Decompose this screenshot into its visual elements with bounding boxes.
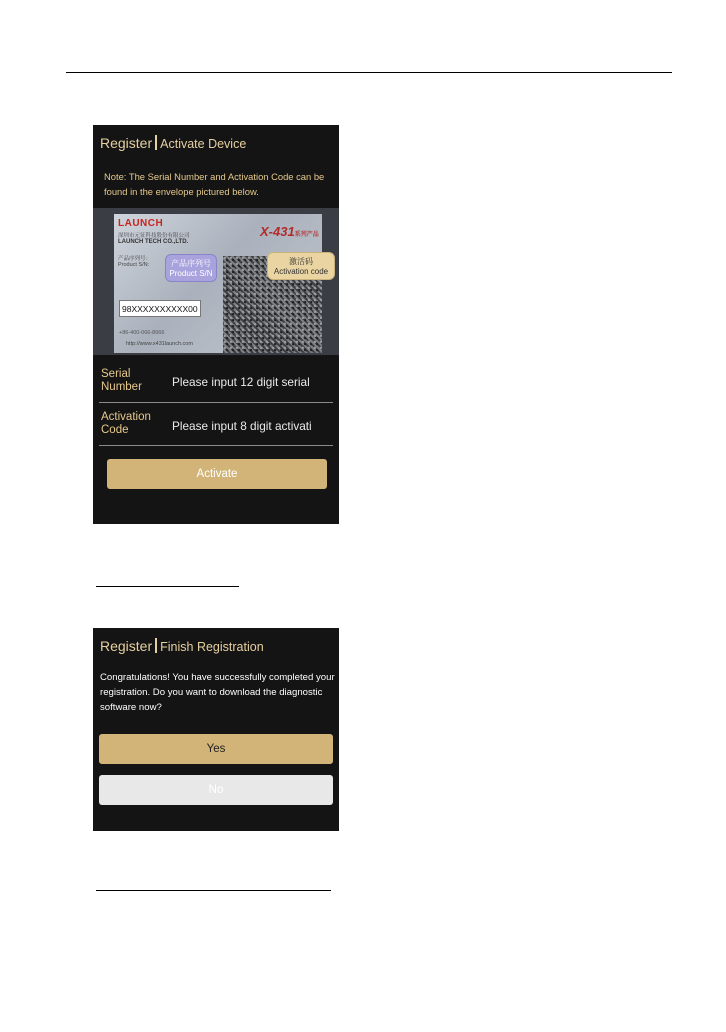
product-sn-callout (165, 254, 217, 282)
header-title: Register (100, 135, 153, 151)
product-label-en: Product S/N: (118, 262, 150, 268)
yes-button[interactable]: Yes (99, 734, 333, 764)
header-separator (155, 638, 157, 653)
serial-number-sample: 98XXXXXXXXXX00 (119, 300, 201, 317)
product-sn-callout-en: Product S/N (169, 269, 213, 278)
launch-logo: LAUNCH (118, 218, 164, 229)
activation-note: Note: The Serial Number and Activation Code can be found in the envelope pictured below. (104, 171, 325, 197)
header-subtitle: Finish Registration (160, 640, 264, 654)
no-button[interactable]: No (99, 775, 333, 805)
screen-header (100, 638, 264, 654)
caption-underline-2 (96, 890, 331, 891)
serial-number-row (99, 361, 333, 403)
product-label-cn: 产品序列号： (118, 256, 152, 262)
serial-number-label: Serial Number (101, 368, 142, 393)
product-model (260, 224, 319, 239)
activation-code-callout (267, 252, 335, 280)
product-model-name: X-431 (260, 224, 295, 239)
activation-code-row (99, 404, 333, 446)
finish-registration-screen (93, 628, 339, 831)
activation-code-callout-cn: 激活码 (289, 257, 313, 266)
serial-number-input[interactable]: Please input 12 digit serial (172, 375, 310, 389)
activation-code-label: Activation Code (101, 411, 151, 436)
phone-number: +86-400-066-8666 (119, 330, 165, 336)
activate-device-screen (93, 125, 339, 524)
product-model-cn: 系列产品 (294, 232, 319, 238)
activation-code-callout-en: Activation code (273, 267, 329, 276)
company-name-cn: 深圳市元征科技股份有限公司 (118, 233, 190, 239)
page-header-rule (66, 72, 672, 73)
website: http://www.x431launch.com (126, 341, 193, 347)
registration-message: Congratulations! You have successfully completed your registration. Do you want to download the diagnostic software now? (100, 672, 335, 713)
product-sn-callout-cn: 产品序列号 (171, 259, 211, 268)
company-name-en: LAUNCH TECH CO.,LTD. (118, 239, 189, 245)
screen-header (100, 135, 246, 151)
activate-button[interactable]: Activate (107, 459, 327, 489)
header-separator (155, 135, 157, 150)
caption-underline-1 (96, 586, 239, 587)
envelope (114, 214, 329, 353)
header-subtitle: Activate Device (160, 137, 247, 151)
envelope-image (93, 208, 339, 355)
activation-code-input[interactable]: Please input 8 digit activati (172, 419, 312, 433)
header-title: Register (100, 638, 153, 654)
